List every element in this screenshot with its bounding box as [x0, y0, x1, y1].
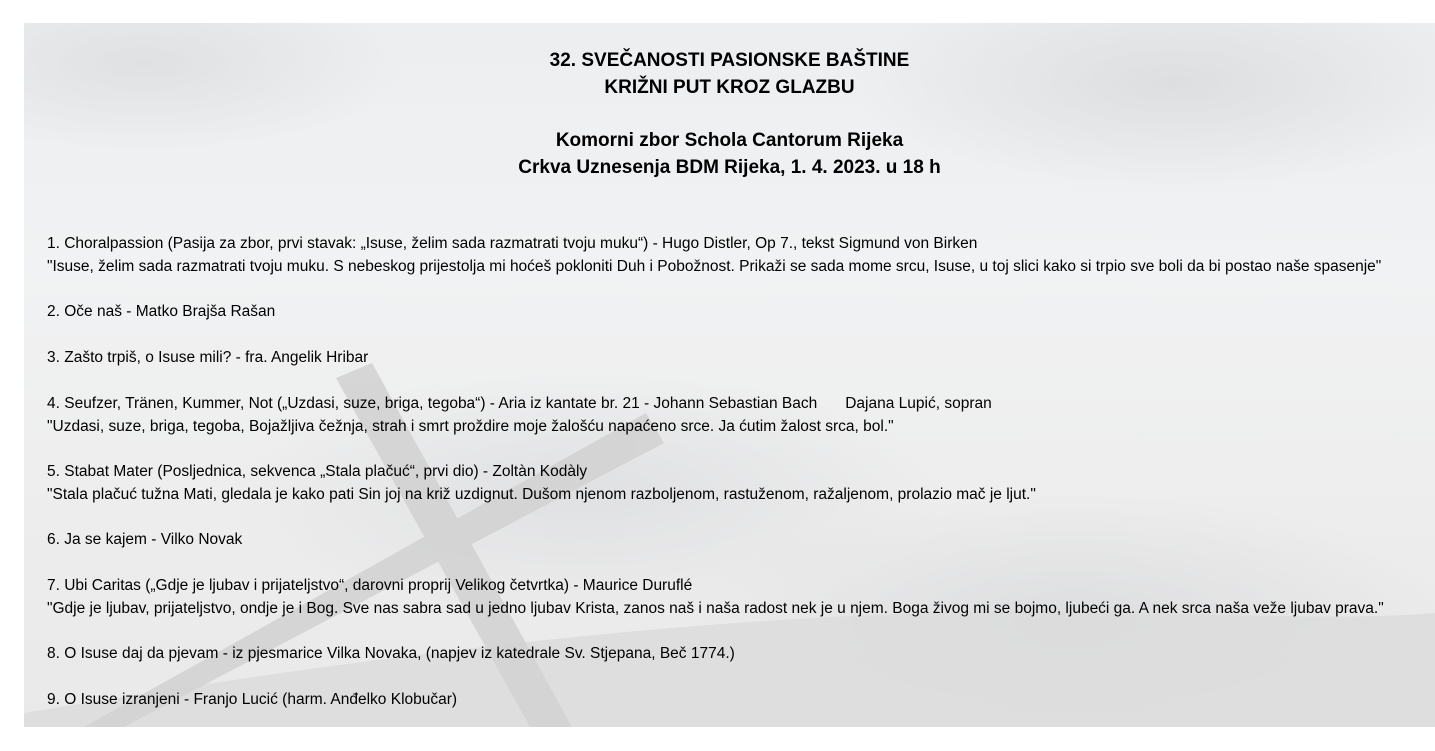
venue-date: Crkva Uznesenja BDM Rijeka, 1. 4. 2023. u 18 h	[518, 157, 941, 178]
program-item-title: 4. Seufzer, Tränen, Kummer, Not („Uzdasi, suze, briga, tegoba“) - Aria iz kantate br. 21 - Johann Sebastian Bach	[47, 395, 818, 412]
program-item-4	[47, 392, 992, 438]
program-item-title: 5. Stabat Mater (Posljednica, sekvenca „Stala plačuć“, prvi dio) - Zoltàn Kodàly	[47, 463, 588, 480]
program-page	[24, 23, 1435, 727]
performer-name: Komorni zbor Schola Cantorum Rijeka	[555, 130, 904, 151]
program-item-7	[47, 574, 1384, 620]
program-item-5	[47, 460, 1036, 506]
program-item-8	[47, 642, 735, 665]
program-item-soloist: Dajana Lupić, sopran	[845, 395, 992, 412]
program-item-9	[47, 688, 457, 711]
program-item-3	[47, 346, 368, 369]
program-item-lyrics: "Isuse, želim sada razmatrati tvoju muku. S nebeskog prijestolja mi hoćeš pokloniti Duh i Pobožnost. Prikaži se sada mome srcu, Isuse, u toj slici kako si trpio sve boli da bi postao naše spasenje"	[47, 258, 1382, 275]
event-subtitle: KRIŽNI PUT KROZ GLAZBU	[604, 77, 855, 98]
program-item-title: 9. O Isuse izranjeni - Franjo Lucić (harm. Anđelko Klobučar)	[47, 691, 458, 708]
program-item-title: 2. Oče naš - Matko Brajša Rašan	[47, 303, 276, 320]
program-item-lyrics: "Stala plačuć tužna Mati, gledala je kako pati Sin joj na križ uzdignut. Dušom njenom razboljenom, rastuženom, ražaljenom, prolazio mač je ljut."	[47, 486, 1036, 503]
program-item-1	[47, 232, 1381, 278]
program-item-title: 7. Ubi Caritas („Gdje je ljubav i prijateljstvo“, darovni proprij Velikog četvrtka) - Maurice Duruflé	[47, 577, 693, 594]
program-item-title: 6. Ja se kajem - Vilko Novak	[47, 531, 243, 548]
program-item-lyrics: "Gdje je ljubav, prijateljstvo, ondje je i Bog. Sve nas sabra sad u jedno ljubav Krista, zanos naš i naša radost nek je u njem. Boga živog mi se bojmo, ljubeći ga. A nek srca naša veže ljubav prava."	[47, 600, 1384, 617]
program-item-2	[47, 300, 275, 323]
program-item-title: 3. Zašto trpiš, o Isuse mili? - fra. Angelik Hribar	[47, 349, 369, 366]
event-title: 32. SVEČANOSTI PASIONSKE BAŠTINE	[549, 50, 910, 71]
program-content	[24, 23, 1435, 727]
program-item-title: 1. Choralpassion (Pasija za zbor, prvi stavak: „Isuse, želim sada razmatrati tvoju muku“) - Hugo Distler, Op 7., tekst Sigmund von Birken	[47, 235, 978, 252]
program-item-title: 8. O Isuse daj da pjevam - iz pjesmarice Vilka Novaka, (napjev iz katedrale Sv. Stjepana, Beč 1774.)	[47, 645, 735, 662]
program-item-lyrics: "Uzdasi, suze, briga, tegoba, Bojažljiva čežnja, strah i smrt proždire moje žalošću napaćeno srce. Ja ćutim žalost srca, bol."	[47, 418, 894, 435]
program-item-6	[47, 528, 242, 551]
